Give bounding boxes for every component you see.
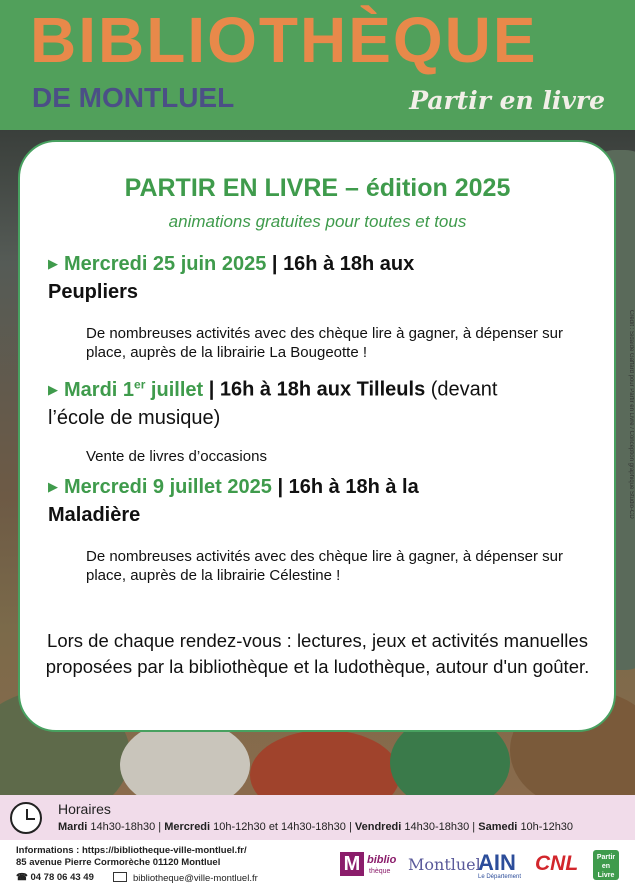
biblio-logo-word: biblio — [367, 854, 397, 866]
event-date-month: juillet — [145, 378, 204, 401]
library-subtitle: DE MONTLUEL — [32, 82, 235, 113]
hours-day: Mardi — [58, 821, 88, 833]
event-date: Mercredi 25 juin 2025 — [64, 253, 267, 275]
email-text[interactable]: bibliotheque@ville-montluel.fr — [133, 873, 258, 884]
partir-en-livre-logo: Partir en Livre — [593, 850, 619, 880]
event-place-extra: (devant — [425, 378, 498, 401]
closing-text: Lors de chaque rendez-vous : lectures, jeux et activités manuelles proposées par la bibliothèque et la ludothèque, autour d'un goûter. — [45, 630, 590, 677]
event-time-place: 16h à 18h à la — [288, 476, 419, 498]
event-place: l’école de musique) — [48, 406, 221, 429]
event-subtitle: animations gratuites pour toutes et tous — [168, 212, 467, 231]
event-date-sup: er — [134, 377, 146, 391]
bibliotheque-logo — [340, 852, 402, 880]
hours-schedule: Mardi 14h30-18h30 | Mercredi 10h-12h30 et 14h30-18h30 | Vendredi 14h30-18h30 | Samedi 10h-12h30 — [58, 821, 574, 833]
hours-day: Vendredi — [354, 821, 402, 833]
cnl-logo: CNL — [535, 852, 579, 875]
hours-time: 14h30-18h30 — [404, 821, 470, 833]
event-description-2: Vente de livres d’occasions — [86, 448, 267, 465]
biblio-logo-mark: M — [340, 852, 364, 876]
info-address: 85 avenue Pierre Cormorèche 01120 Montluel — [16, 857, 221, 868]
event-description-1: De nombreuses activités avec des chèque lire à gagner, à dépenser sur place, auprès de la librairie La Bougeotte ! — [86, 325, 563, 361]
info-email[interactable] — [113, 872, 258, 884]
biblio-logo-sub: thèque — [369, 868, 391, 875]
ain-logo-sub: Le Département — [478, 874, 522, 880]
tagline: Partir en livre — [409, 86, 605, 115]
event-item-1 — [48, 250, 588, 306]
event-date — [64, 379, 203, 401]
clock-icon — [10, 802, 42, 834]
hours-time: 14h30-18h30 — [90, 821, 156, 833]
event-place: Peupliers — [48, 281, 139, 303]
event-item-2 — [48, 370, 588, 432]
event-place: Maladière — [48, 504, 141, 526]
event-title: PARTIR EN LIVRE – édition 2025 — [124, 174, 511, 202]
hours-day: Mercredi — [164, 821, 211, 833]
separator: | — [271, 253, 278, 275]
separator: | — [277, 476, 284, 498]
event-item-3 — [48, 473, 588, 529]
event-date: Mercredi 9 juillet 2025 — [64, 476, 272, 498]
event-time-place: 16h à 18h aux — [283, 253, 415, 275]
illustration-credit: Crédit : Sidaïde Gaffard pour Partir en Livre / Conception graphique Studio-CD — [628, 310, 634, 519]
info-phone: ☎ 04 78 06 43 49 — [16, 872, 94, 883]
event-time-place: 16h à 18h aux Tilleuls — [219, 378, 426, 401]
hours-day: Samedi — [478, 821, 518, 833]
event-date-day: Mardi 1 — [64, 378, 135, 401]
hours-label: Horaires — [58, 801, 111, 817]
info-website[interactable]: Informations : https://bibliotheque-ville-montluel.fr/ — [16, 845, 247, 856]
hours-time: 10h-12h30 et 14h30-18h30 — [213, 821, 346, 833]
event-description-3: De nombreuses activités avec des chèque lire à gagner, à dépenser sur place, auprès de la librairie Célestine ! — [86, 548, 563, 584]
triangle-bullet-icon: ▶ — [48, 479, 58, 494]
separator: | — [208, 378, 215, 401]
montluel-logo: Montluel — [408, 855, 481, 874]
triangle-bullet-icon: ▶ — [48, 381, 58, 397]
ain-logo: AIN — [478, 850, 516, 875]
library-title: BIBLIOTHÈQUE — [30, 4, 538, 76]
envelope-icon — [113, 872, 127, 882]
triangle-bullet-icon: ▶ — [48, 256, 58, 271]
hours-time: 10h-12h30 — [520, 821, 574, 833]
